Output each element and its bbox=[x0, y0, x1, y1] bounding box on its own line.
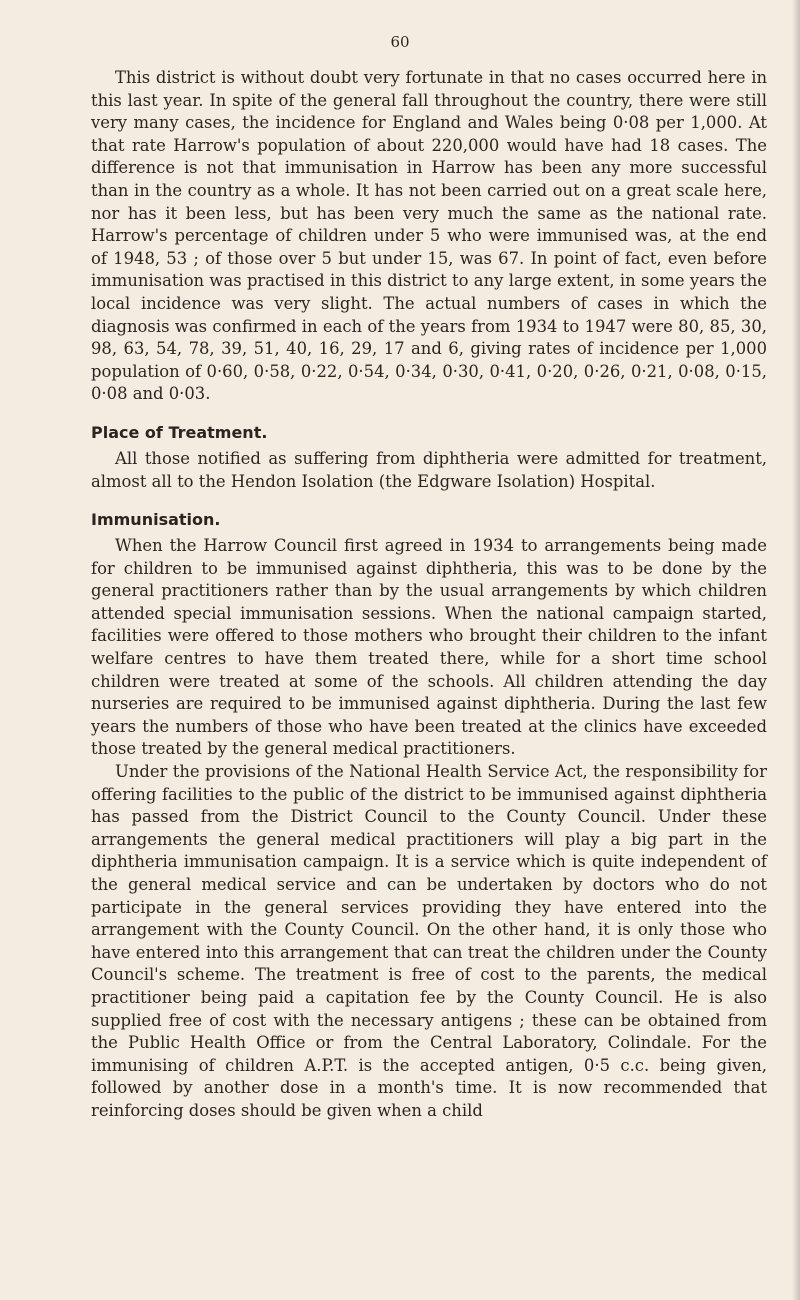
document-body bbox=[91, 67, 767, 1123]
place-of-treatment-paragraph: All those notified as suffering from diphtheria were admitted for treatment, almost all to the Hendon Isolation (the Edgware Isolation) Hospital. bbox=[91, 448, 767, 491]
immunisation-heading: Immunisation. bbox=[91, 510, 221, 530]
intro-paragraph: This district is without doubt very fortunate in that no cases occurred here in this last year. In spite of the general fall throughout the country, there were still very many cases, the incidence for England and Wales being 0·08 per 1,000. At that rate Harrow's population of about 220,000 would have had 18 cases. The difference is not that immunisation in Harrow has been any more successful than in the country as a whole. It has not been carried out on a great scale here, nor has it been less, but has been very much the same as the national rate. Harrow's percentage of children under 5 who were immunised was, at the end of 1948, 53 ; of those over 5 but under 15, was 67. In point of fact, even before immunisation was practised in this district to any large extent, in some years the local incidence was very slight. The actual numbers of cases in which the diagnosis was confirmed in each of the years from 1934 to 1947 were 80, 85, 30, 98, 63, 54, 78, 39, 51, 40, 16, 29, 17 and 6, giving rates of incidence per 1,000 population of 0·60, 0·58, 0·22, 0·54, 0·34, 0·30, 0·41, 0·20, 0·26, 0·21, 0·08, 0·15, 0·08 and 0·03. bbox=[91, 68, 767, 404]
immunisation-paragraph-2: Under the provisions of the National Health Service Act, the responsibility for offering facilities to the public of the district to be immunised against diphtheria has passed from the District Council to the County Council. Under these arrangements the general medical practitioners will play a big part in the diphtheria immunisation campaign. It is a service which is quite independent of the general medical service and can be undertaken by doctors who do not participate in the general services providing they have entered into the arrangement with the County Council. On the other hand, it is only those who have entered into this arrangement that can treat the children under the County Council's scheme. The treatment is free of cost to the parents, the medical practitioner being paid a capitation fee by the County Council. He is also supplied free of cost with the necessary antigens ; these can be obtained from the Public Health Office or from the Central Laboratory, Colindale. For the immunising of children A.P.T. is the accepted antigen, 0·5 c.c. being given, followed by another dose in a month's time. It is now recommended that reinforcing doses should be given when a child bbox=[91, 762, 767, 1120]
page-edge-shadow bbox=[792, 0, 800, 1300]
page-number: 60 bbox=[390, 33, 410, 51]
place-of-treatment-heading: Place of Treatment. bbox=[91, 422, 268, 442]
immunisation-paragraph-1: When the Harrow Council first agreed in 1934 to arrangements being made for children to be immunised against diphtheria, this was to be done by the general practitioners rather than by the usual arrangements by which children attended special immunisation sessions. When the national campaign started, facilities were offered to those mothers who brought their children to the infant welfare centres to have them treated there, while for a short time school children were treated at some of the schools. All children attending the day nurseries are required to be immunised against diphtheria. During the last few years the numbers of those who have been treated at the clinics have exceeded those treated by the general medical practitioners. bbox=[91, 536, 767, 759]
